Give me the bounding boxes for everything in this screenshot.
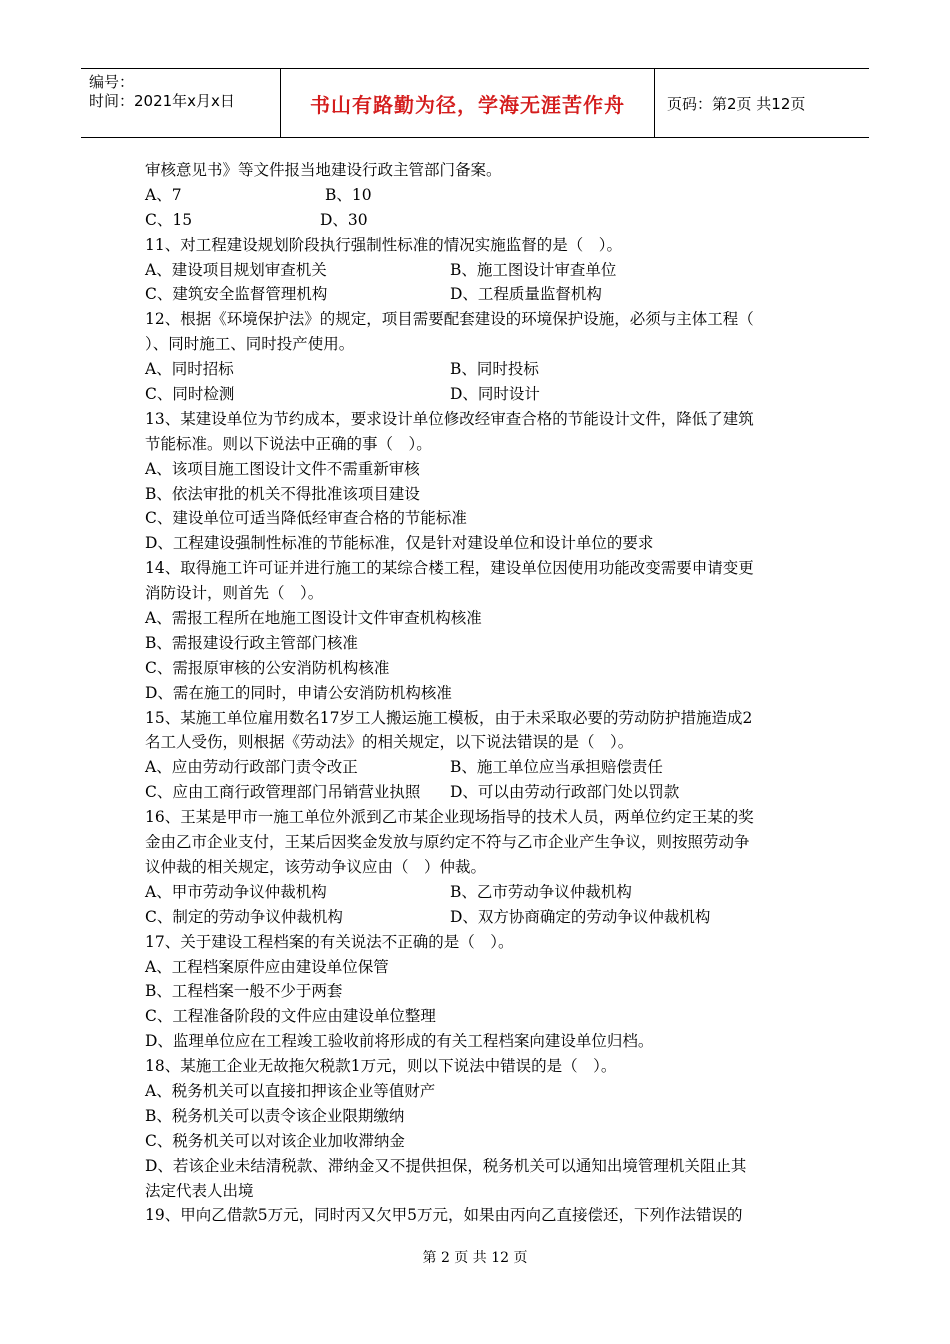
text-line: C、建设单位可适当降低经审查合格的节能标准 bbox=[145, 509, 467, 528]
text-line: 16、王某是甲市一施工单位外派到乙市某企业现场指导的技术人员，两单位约定王某的奖 bbox=[145, 808, 754, 827]
option-right: D、可以由劳动行政部门处以罚款 bbox=[450, 783, 680, 802]
option-row bbox=[145, 905, 810, 930]
text-line: C、工程准备阶段的文件应由建设单位整理 bbox=[145, 1007, 436, 1026]
text-line: B、依法审批的机关不得批准该项目建设 bbox=[145, 484, 420, 503]
document-number-label: 编号： bbox=[89, 73, 135, 91]
option-row bbox=[145, 183, 810, 208]
text-line: 名工人受伤，则根据《劳动法》的相关规定，以下说法错误的是（ ）。 bbox=[145, 733, 634, 752]
text-line: 14、取得施工许可证并进行施工的某综合楼工程，建设单位因使用功能改变需要申请变更 bbox=[145, 559, 754, 578]
text-line: ）、同时施工、同时投产使用。 bbox=[145, 335, 355, 354]
text-line: D、监理单位应在工程竣工验收前将形成的有关工程档案向建设单位归档。 bbox=[145, 1032, 654, 1051]
text-line: 12、根据《环境保护法》的规定，项目需要配套建设的环境保护设施，必须与主体工程（ bbox=[145, 310, 754, 329]
option-row bbox=[145, 780, 810, 805]
text-line: A、工程档案原件应由建设单位保管 bbox=[145, 957, 389, 976]
text-line: D、需在施工的同时，申请公安消防机构核准 bbox=[145, 683, 452, 702]
header-motto: 书山有路勤为径，学海无涯苦作舟 bbox=[281, 69, 655, 137]
text-line: A、需报工程所在地施工图设计文件审查机构核准 bbox=[145, 609, 482, 628]
text-line: B、税务机关可以责令该企业限期缴纳 bbox=[145, 1106, 405, 1125]
text-line: 议仲裁的相关规定，该劳动争议应由（ ）仲裁。 bbox=[145, 857, 487, 876]
option-left: A、应由劳动行政部门责令改正 bbox=[145, 758, 358, 777]
option-left: C、应由工商行政管理部门吊销营业执照 bbox=[145, 783, 421, 802]
text-line: B、工程档案一般不少于两套 bbox=[145, 982, 343, 1001]
text-line: B、需报建设行政主管部门核准 bbox=[145, 633, 358, 652]
page-header bbox=[81, 68, 869, 138]
option-right: D、工程质量监督机构 bbox=[450, 285, 602, 304]
option-right: B、施工图设计审查单位 bbox=[450, 260, 617, 279]
header-meta bbox=[81, 69, 281, 137]
page-footer: 第 2 页 共 12 页 bbox=[422, 1250, 528, 1266]
option-right: B、乙市劳动争议仲裁机构 bbox=[450, 882, 632, 901]
option-left: C、15 bbox=[145, 210, 193, 229]
text-line: 法定代表人出境 bbox=[145, 1181, 254, 1200]
text-line: 金由乙市企业支付，王某后因奖金发放与原约定不符与乙市企业产生争议，则按照劳动争 bbox=[145, 833, 750, 852]
header-page-info: 页码：第2页 共12页 bbox=[667, 94, 806, 113]
text-line: 17、关于建设工程档案的有关说法不正确的是（ ）。 bbox=[145, 932, 514, 951]
option-row bbox=[145, 382, 810, 407]
text-line: 18、某施工企业无故拖欠税款1万元，则以下说法中错误的是（ ）。 bbox=[145, 1057, 617, 1076]
text-line: 15、某施工单位雇用数名17岁工人搬运施工模板，由于未采取必要的劳动防护措施造成2 bbox=[145, 708, 753, 727]
text-line: 消防设计，则首先（ ）。 bbox=[145, 584, 324, 603]
text-line: 11、对工程建设规划阶段执行强制性标准的情况实施监督的是（ ）。 bbox=[145, 235, 622, 254]
option-right: B、同时投标 bbox=[450, 360, 539, 379]
text-line: C、需报原审核的公安消防机构核准 bbox=[145, 658, 390, 677]
text-line: A、该项目施工图设计文件不需重新审核 bbox=[145, 459, 420, 478]
option-right: B、10 bbox=[325, 185, 372, 204]
option-left: A、甲市劳动争议仲裁机构 bbox=[145, 882, 327, 901]
option-left: A、建设项目规划审查机关 bbox=[145, 260, 327, 279]
text-line: 13、某建设单位为节约成本，要求设计单位修改经审查合格的节能设计文件，降低了建筑 bbox=[145, 409, 754, 428]
option-row bbox=[145, 357, 810, 382]
option-left: C、同时检测 bbox=[145, 385, 235, 404]
option-left: A、同时招标 bbox=[145, 360, 234, 379]
text-line: 节能标准。则以下说法中正确的事（ ）。 bbox=[145, 434, 432, 453]
option-row bbox=[145, 282, 810, 307]
document-time-label: 时间：2021年x月x日 bbox=[89, 92, 235, 110]
option-right: D、同时设计 bbox=[450, 385, 540, 404]
text-line: D、若该企业未结清税款、滞纳金又不提供担保，税务机关可以通知出境管理机关阻止其 bbox=[145, 1156, 747, 1175]
text-line: 审核意见书》等文件报当地建设行政主管部门备案。 bbox=[145, 161, 502, 179]
option-row bbox=[145, 208, 810, 233]
option-row bbox=[145, 258, 810, 283]
option-row bbox=[145, 755, 810, 780]
text-line: C、税务机关可以对该企业加收滞纳金 bbox=[145, 1131, 405, 1150]
document-body bbox=[145, 158, 810, 1228]
text-line: D、工程建设强制性标准的节能标准，仅是针对建设单位和设计单位的要求 bbox=[145, 534, 654, 553]
option-left: C、制定的劳动争议仲裁机构 bbox=[145, 907, 343, 926]
option-left: A、7 bbox=[145, 185, 182, 204]
option-right: B、施工单位应当承担赔偿责任 bbox=[450, 758, 663, 777]
text-line: A、税务机关可以直接扣押该企业等值财产 bbox=[145, 1081, 436, 1100]
text-line: 19、甲向乙借款5万元，同时丙又欠甲5万元，如果由丙向乙直接偿还，下列作法错误的 bbox=[145, 1206, 743, 1225]
option-row bbox=[145, 880, 810, 905]
option-left: C、建筑安全监督管理机构 bbox=[145, 285, 328, 304]
option-right: D、30 bbox=[320, 210, 368, 229]
option-right: D、双方协商确定的劳动争议仲裁机构 bbox=[450, 907, 711, 926]
